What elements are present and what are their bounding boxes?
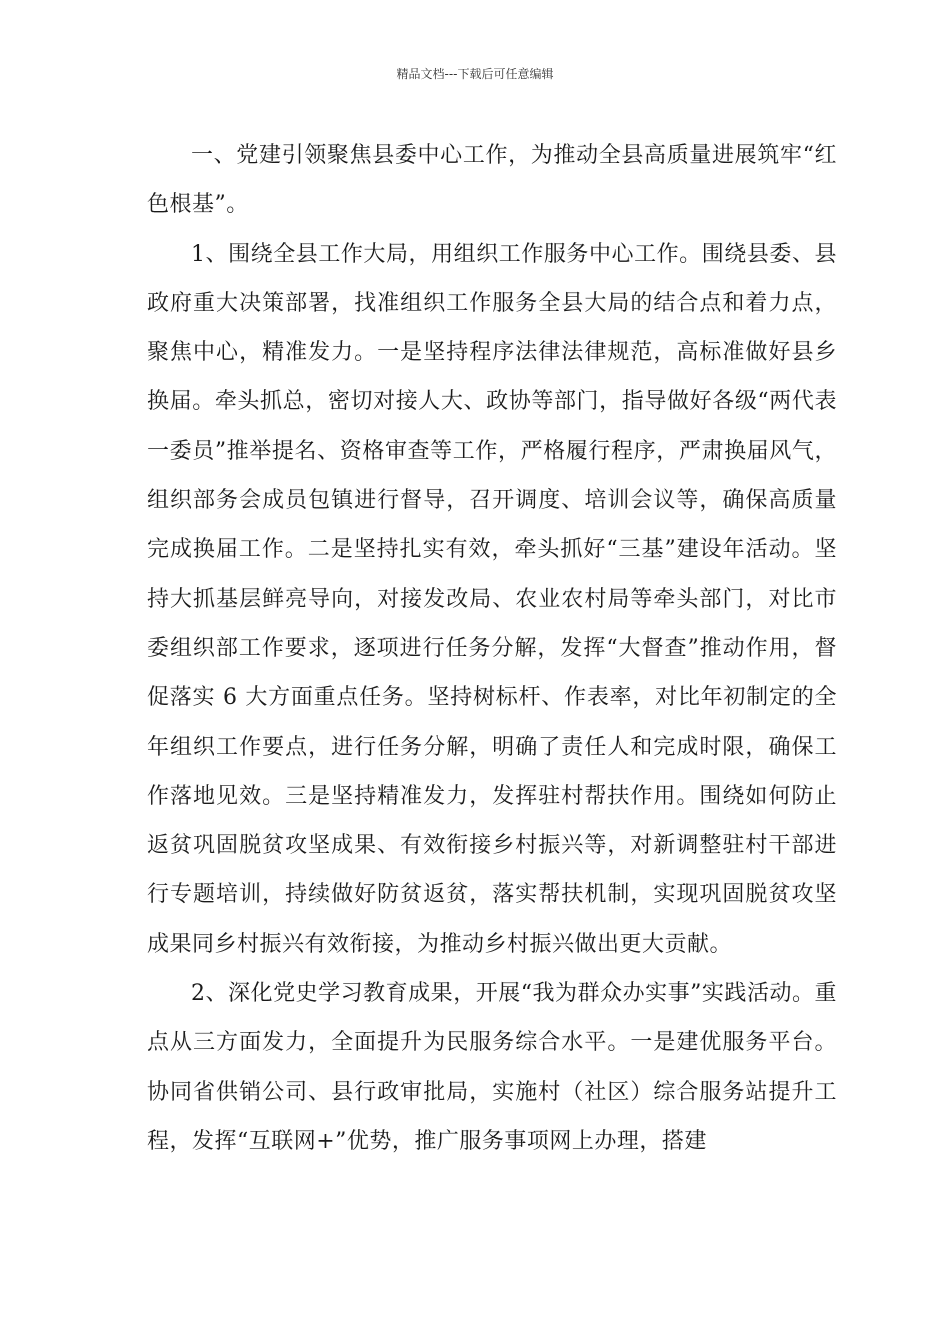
paragraph-section-heading: 一、党建引领聚焦县委中心工作，为推动全县高质量进展筑牢“红色根基”。: [147, 143, 837, 218]
paragraph-item-2: 2、深化党史学习教育成果，开展“我为群众办实事”实践活动。重点从三方面发力，全面提升为民服务综合水平。一是建优服务平台。协同省供销公司、县行政审批局，实施村（社区）综合服务站提升工程，发挥“互联网+”优势，推广服务事项网上办理，搭建: [147, 981, 837, 1154]
paragraph-item-1: 1、围绕全县工作大局，用组织工作服务中心工作。围绕县委、县政府重大决策部署，找准组织工作服务全县大局的结合点和着力点，聚焦中心，精准发力。一是坚持程序法律法律规范，高标准做好县乡换届。牵头抓总，密切对接人大、政协等部门，指导做好各级“两代表一委员”推举提名、资格审查等工作，严格履行程序，严肃换届风气，组织部务会成员包镇进行督导，召开调度、培训会议等，确保高质量完成换届工作。二是坚持扎实有效，牵头抓好“三基”建设年活动。坚持大抓基层鲜亮导向，对接发改局、农业农村局等牵头部门，对比市委组织部工作要求，逐项进行任务分解，发挥“大督查”推动作用，督促落实 6 大方面重点任务。坚持树标杆、作表率，对比年初制定的全年组织工作要点，进行任务分解，明确了责任人和完成时限，确保工作落地见效。三是坚持精准发力，发挥驻村帮扶作用。围绕如何防止返贫巩固脱贫攻坚成果、有效衔接乡村振兴等，对新调整驻村干部进行专题培训，持续做好防贫返贫，落实帮扶机制，实现巩固脱贫攻坚成果同乡村振兴有效衔接，为推动乡村振兴做出更大贡献。: [147, 241, 837, 957]
document-body: [147, 131, 837, 1166]
page-header: 精品文档---下载后可任意编辑: [396, 67, 554, 81]
